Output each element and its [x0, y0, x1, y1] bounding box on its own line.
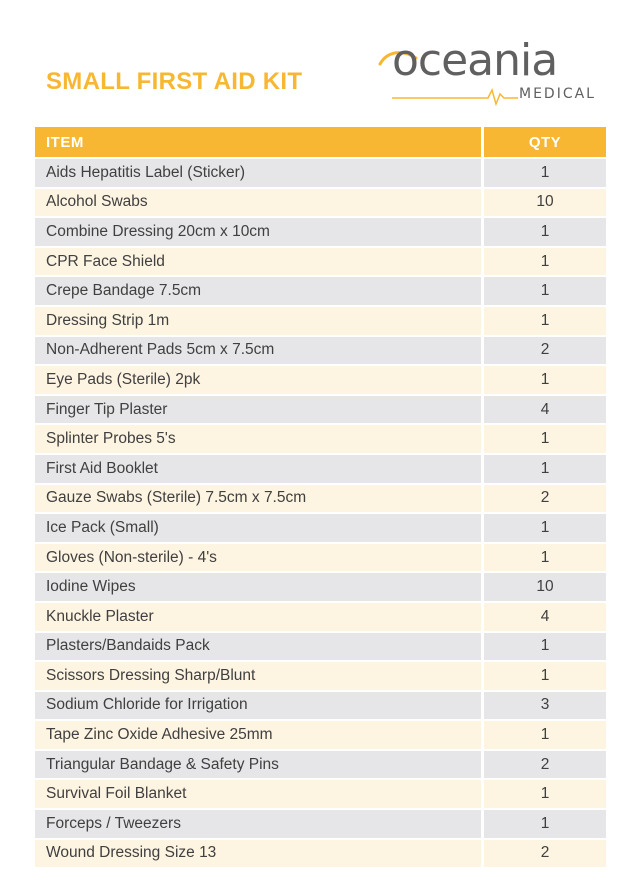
- table-row: [35, 660, 606, 690]
- table-row: [35, 601, 606, 631]
- table-row: [35, 749, 606, 779]
- item-cell: Iodine Wipes: [35, 571, 484, 601]
- table-row: [35, 335, 606, 365]
- qty-cell: 1: [484, 808, 606, 838]
- item-cell: Aids Hepatitis Label (Sticker): [35, 157, 484, 187]
- table-row: [35, 305, 606, 335]
- heartbeat-line-icon: [392, 86, 518, 106]
- item-cell: Triangular Bandage & Safety Pins: [35, 749, 484, 779]
- item-cell: Eye Pads (Sterile) 2pk: [35, 364, 484, 394]
- qty-cell: 3: [484, 690, 606, 720]
- qty-cell: 1: [484, 305, 606, 335]
- item-cell: Wound Dressing Size 13: [35, 838, 484, 868]
- column-header-qty: QTY: [484, 127, 606, 157]
- qty-cell: 1: [484, 512, 606, 542]
- qty-cell: 2: [484, 838, 606, 868]
- qty-cell: 2: [484, 749, 606, 779]
- page-title: SMALL FIRST AID KIT: [46, 68, 303, 95]
- item-cell: Survival Foil Blanket: [35, 778, 484, 808]
- table-row: [35, 690, 606, 720]
- table-header-row: [35, 127, 606, 157]
- item-cell: Gloves (Non-sterile) - 4's: [35, 542, 484, 572]
- item-cell: Splinter Probes 5's: [35, 423, 484, 453]
- table-row: [35, 719, 606, 749]
- table-row: [35, 808, 606, 838]
- qty-cell: 10: [484, 571, 606, 601]
- table-row: [35, 364, 606, 394]
- qty-cell: 1: [484, 453, 606, 483]
- table-row: [35, 838, 606, 868]
- table-row: [35, 542, 606, 572]
- item-cell: Ice Pack (Small): [35, 512, 484, 542]
- qty-cell: 1: [484, 631, 606, 661]
- qty-cell: 1: [484, 157, 606, 187]
- logo-wordmark: oceania: [392, 35, 558, 86]
- item-cell: Forceps / Tweezers: [35, 808, 484, 838]
- item-cell: Alcohol Swabs: [35, 187, 484, 217]
- item-cell: First Aid Booklet: [35, 453, 484, 483]
- table-row: [35, 453, 606, 483]
- table-row: [35, 483, 606, 513]
- item-cell: Dressing Strip 1m: [35, 305, 484, 335]
- qty-cell: 1: [484, 423, 606, 453]
- table-body: [35, 157, 606, 867]
- qty-cell: 1: [484, 364, 606, 394]
- logo-subtext: MEDICAL: [519, 86, 596, 102]
- qty-cell: 10: [484, 187, 606, 217]
- item-cell: Plasters/Bandaids Pack: [35, 631, 484, 661]
- item-cell: Gauze Swabs (Sterile) 7.5cm x 7.5cm: [35, 483, 484, 513]
- table-row: [35, 275, 606, 305]
- table-row: [35, 394, 606, 424]
- item-cell: Scissors Dressing Sharp/Blunt: [35, 660, 484, 690]
- table-row: [35, 246, 606, 276]
- table-row: [35, 187, 606, 217]
- item-cell: Sodium Chloride for Irrigation: [35, 690, 484, 720]
- item-cell: Knuckle Plaster: [35, 601, 484, 631]
- qty-cell: 1: [484, 542, 606, 572]
- item-cell: Non-Adherent Pads 5cm x 7.5cm: [35, 335, 484, 365]
- item-cell: CPR Face Shield: [35, 246, 484, 276]
- table-row: [35, 571, 606, 601]
- qty-cell: 2: [484, 483, 606, 513]
- table-row: [35, 778, 606, 808]
- qty-cell: 1: [484, 719, 606, 749]
- qty-cell: 1: [484, 246, 606, 276]
- table-row: [35, 157, 606, 187]
- table-row: [35, 216, 606, 246]
- item-cell: Finger Tip Plaster: [35, 394, 484, 424]
- qty-cell: 4: [484, 601, 606, 631]
- item-cell: Tape Zinc Oxide Adhesive 25mm: [35, 719, 484, 749]
- table-row: [35, 423, 606, 453]
- qty-cell: 4: [484, 394, 606, 424]
- table-row: [35, 631, 606, 661]
- qty-cell: 1: [484, 778, 606, 808]
- item-cell: Combine Dressing 20cm x 10cm: [35, 216, 484, 246]
- qty-cell: 2: [484, 335, 606, 365]
- item-cell: Crepe Bandage 7.5cm: [35, 275, 484, 305]
- qty-cell: 1: [484, 275, 606, 305]
- column-header-item: ITEM: [35, 127, 484, 157]
- first-aid-items-table: [35, 127, 606, 867]
- oceania-medical-logo: [378, 35, 600, 108]
- qty-cell: 1: [484, 660, 606, 690]
- table-row: [35, 512, 606, 542]
- qty-cell: 1: [484, 216, 606, 246]
